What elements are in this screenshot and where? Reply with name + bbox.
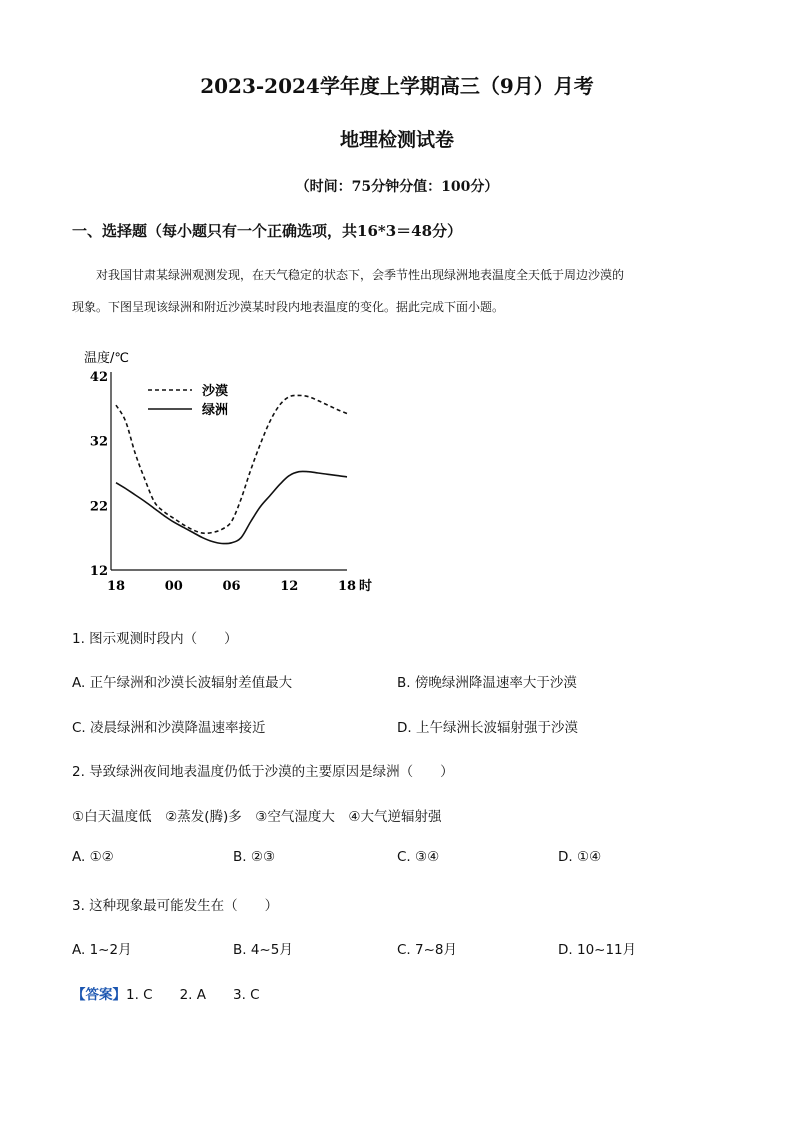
legend-oasis-label: 绿洲 (202, 403, 229, 418)
q2-option-a: A. ①② (72, 849, 114, 865)
q2-statements: ①白天温度低 ②蒸发(腾)多 ③空气湿度大 ④大气逆辐射强 (72, 809, 442, 825)
q1-option-d: D. 上午绿洲长波辐射强于沙漠 (397, 720, 578, 736)
exam-title: 2023-2024学年度上学期高三（9月）月考 (200, 74, 594, 98)
answer-text: 1. C 2. A 3. C (126, 987, 260, 1003)
y-axis-label: 温度/℃ (84, 351, 129, 366)
y-tick-label: 22 (89, 499, 108, 515)
y-tick-label: 32 (89, 434, 108, 450)
oasis-series-line (116, 471, 347, 543)
exam-info: （时间：75分钟分值：100分） (295, 179, 499, 195)
y-tick-label: 42 (89, 370, 108, 385)
q1-option-c: C. 凌晨绿洲和沙漠降温速率接近 (72, 720, 266, 736)
q3-option-d: D. 10~11月 (558, 942, 637, 958)
x-tick-label: 00 (164, 579, 183, 594)
legend-desert-label: 沙漠 (202, 384, 229, 399)
q3-option-a: A. 1~2月 (72, 942, 132, 958)
x-tick-label: 18 (337, 579, 357, 594)
q3-option-b: B. 4~5月 (233, 942, 293, 958)
q1-option-a: A. 正午绿洲和沙漠长波辐射差值最大 (72, 675, 293, 691)
question-3-stem: 3. 这种现象最可能发生在（ ） (72, 898, 279, 914)
desert-series-line (116, 395, 347, 533)
q2-option-d: D. ①④ (558, 849, 602, 865)
temperature-chart (70, 340, 390, 600)
exam-subject: 地理检测试卷 (339, 129, 454, 151)
q3-option-c: C. 7~8月 (397, 942, 457, 958)
intro-line-1: 对我国甘肃某绿洲观测发现，在天气稳定的状态下，会季节性出现绿洲地表温度全天低于周边沙漠的 (96, 268, 625, 282)
question-2-stem: 2. 导致绿洲夜间地表温度仍低于沙漠的主要原因是绿洲（ ） (72, 764, 454, 780)
y-tick-label: 12 (89, 564, 108, 579)
q2-option-c: C. ③④ (397, 849, 440, 865)
answer-line (72, 983, 260, 1003)
x-axis-unit-label: 时 (359, 579, 373, 594)
x-tick-label: 12 (280, 579, 299, 594)
x-tick-label: 06 (222, 579, 241, 594)
q2-option-b: B. ②③ (233, 849, 276, 865)
intro-line-2: 现象。下图呈现该绿洲和附近沙漠某时段内地表温度的变化。据此完成下面小题。 (72, 300, 505, 314)
answer-label: 【答案】 (72, 987, 126, 1003)
section-heading: 一、选择题（每小题只有一个正确选项，共16*3＝48分） (72, 222, 463, 240)
question-1-stem: 1. 图示观测时段内（ ） (72, 631, 238, 647)
q1-option-b: B. 傍晚绿洲降温速率大于沙漠 (397, 675, 577, 691)
x-tick-label: 18 (106, 579, 126, 594)
